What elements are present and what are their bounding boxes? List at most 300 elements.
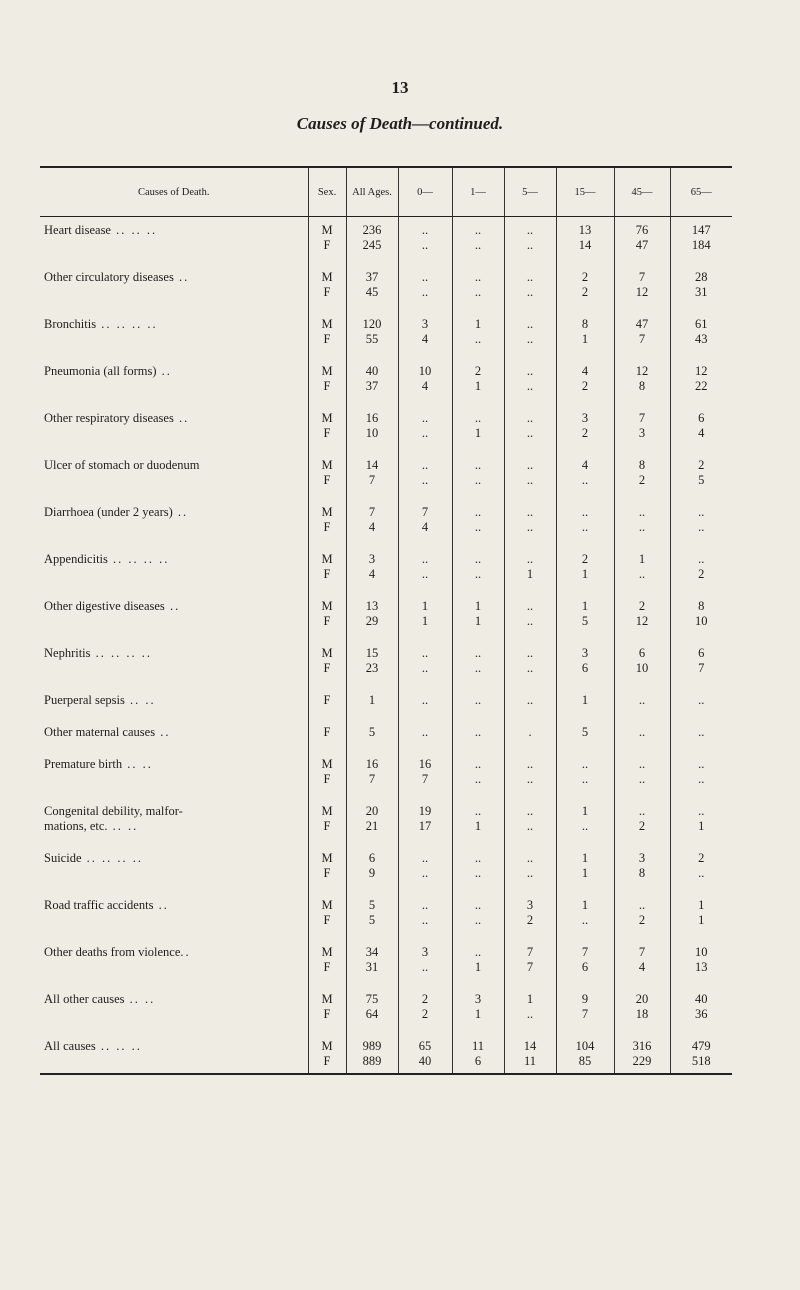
value-cell: 4 (346, 520, 398, 535)
sex-cell: M (308, 804, 346, 819)
spacer-row (40, 441, 732, 458)
spacer-cell (452, 881, 504, 898)
spacer-cell (40, 928, 308, 945)
spacer-cell (452, 347, 504, 364)
spacer-cell (40, 394, 308, 411)
spacer-cell (308, 253, 346, 270)
value-cell: .. (504, 693, 556, 708)
value-cell: .. (398, 285, 452, 300)
spacer-cell (40, 975, 308, 992)
cause-cell (40, 473, 308, 488)
value-cell: 10 (346, 426, 398, 441)
spacer-cell (346, 1069, 398, 1074)
cause-cell (40, 223, 308, 238)
value-cell: 40 (346, 364, 398, 379)
value-cell: .. (504, 614, 556, 629)
spacer-cell (452, 740, 504, 757)
value-cell: 1 (556, 866, 614, 881)
table-row (40, 913, 732, 928)
spacer-cell (308, 787, 346, 804)
spacer-row (40, 708, 732, 725)
value-cell: 6 (670, 411, 732, 426)
sex-cell: F (308, 238, 346, 253)
table-row (40, 772, 732, 787)
spacer-cell (346, 1022, 398, 1039)
header-age-0: 0— (398, 167, 452, 217)
value-cell: 7 (504, 945, 556, 960)
cause-cell (40, 285, 308, 300)
spacer-cell (346, 582, 398, 599)
spacer-row (40, 300, 732, 317)
value-cell: .. (452, 567, 504, 582)
value-cell: .. (398, 411, 452, 426)
table-row (40, 1039, 732, 1054)
value-cell: .. (398, 458, 452, 473)
value-cell: 1 (398, 599, 452, 614)
spacer-cell (40, 881, 308, 898)
table-row (40, 364, 732, 379)
table-row (40, 505, 732, 520)
value-cell: 12 (614, 285, 670, 300)
spacer-cell (398, 834, 452, 851)
spacer-cell (614, 881, 670, 898)
value-cell: .. (556, 520, 614, 535)
value-cell: .. (556, 473, 614, 488)
cause-cell (40, 505, 308, 520)
value-cell: 11 (504, 1054, 556, 1069)
sex-cell: M (308, 599, 346, 614)
value-cell: .. (398, 270, 452, 285)
value-cell: 1 (504, 567, 556, 582)
cause-cell (40, 364, 308, 379)
spacer-cell (308, 441, 346, 458)
value-cell: .. (614, 693, 670, 708)
value-cell: .. (670, 866, 732, 881)
cause-cell (40, 646, 308, 661)
cause-cell (40, 238, 308, 253)
value-cell: .. (452, 473, 504, 488)
spacer-cell (398, 253, 452, 270)
value-cell: 5 (346, 725, 398, 740)
spacer-cell (556, 582, 614, 599)
value-cell: 1 (556, 693, 614, 708)
value-cell: 4 (670, 426, 732, 441)
value-cell: .. (504, 473, 556, 488)
spacer-cell (40, 441, 308, 458)
sex-cell: F (308, 913, 346, 928)
spacer-cell (308, 834, 346, 851)
spacer-cell (670, 488, 732, 505)
spacer-row (40, 488, 732, 505)
spacer-cell (556, 535, 614, 552)
value-cell: 2 (614, 819, 670, 834)
value-cell: .. (452, 238, 504, 253)
value-cell: 13 (556, 223, 614, 238)
value-cell: .. (398, 661, 452, 676)
spacer-cell (670, 300, 732, 317)
spacer-cell (346, 975, 398, 992)
dot-leader: .. (173, 411, 190, 425)
value-cell: 479 (670, 1039, 732, 1054)
sex-cell: M (308, 270, 346, 285)
value-cell: 4 (346, 567, 398, 582)
table-row (40, 285, 732, 300)
cause-cell (40, 379, 308, 394)
sex-cell: M (308, 992, 346, 1007)
value-cell: 12 (670, 364, 732, 379)
spacer-cell (504, 787, 556, 804)
value-cell: 2 (452, 364, 504, 379)
spacer-cell (346, 347, 398, 364)
sex-cell: M (308, 223, 346, 238)
value-cell: 2 (556, 426, 614, 441)
spacer-row (40, 394, 732, 411)
value-cell: 19 (398, 804, 452, 819)
table-row (40, 614, 732, 629)
sex-cell: F (308, 661, 346, 676)
value-cell: 13 (670, 960, 732, 975)
value-cell: 1 (556, 898, 614, 913)
value-cell: .. (670, 693, 732, 708)
cause-cell (40, 1054, 308, 1069)
header-age-1: 1— (452, 167, 504, 217)
table-row (40, 238, 732, 253)
dot-leader: .. .. (124, 693, 156, 707)
spacer-cell (670, 1069, 732, 1074)
value-cell: 40 (398, 1054, 452, 1069)
value-cell: .. (452, 866, 504, 881)
value-cell: 3 (452, 992, 504, 1007)
spacer-cell (670, 347, 732, 364)
value-cell: 989 (346, 1039, 398, 1054)
spacer-row (40, 740, 732, 757)
spacer-cell (452, 300, 504, 317)
value-cell: .. (504, 599, 556, 614)
value-cell: 10 (670, 614, 732, 629)
value-cell: 9 (556, 992, 614, 1007)
value-cell: .. (504, 270, 556, 285)
spacer-row (40, 1069, 732, 1074)
spacer-cell (670, 881, 732, 898)
spacer-cell (398, 441, 452, 458)
table-row (40, 426, 732, 441)
spacer-cell (670, 629, 732, 646)
sex-cell: F (308, 819, 346, 834)
cause-cell (40, 725, 308, 740)
value-cell: 4 (614, 960, 670, 975)
dot-leader: .. .. .. (110, 223, 158, 237)
spacer-cell (614, 629, 670, 646)
table-row (40, 411, 732, 426)
value-cell: .. (398, 851, 452, 866)
spacer-cell (308, 535, 346, 552)
value-cell: 7 (614, 270, 670, 285)
value-cell: 8 (614, 458, 670, 473)
value-cell: .. (504, 772, 556, 787)
value-cell: 64 (346, 1007, 398, 1022)
value-cell: 16 (398, 757, 452, 772)
value-cell: 7 (614, 411, 670, 426)
value-cell: 2 (670, 851, 732, 866)
spacer-cell (504, 708, 556, 725)
value-cell: 1 (452, 960, 504, 975)
spacer-row (40, 582, 732, 599)
value-cell: .. (504, 552, 556, 567)
spacer-cell (614, 300, 670, 317)
page-title: Causes of Death—continued. (296, 114, 504, 133)
spacer-cell (452, 928, 504, 945)
value-cell: .. (452, 552, 504, 567)
spacer-cell (504, 488, 556, 505)
sex-cell: F (308, 332, 346, 347)
spacer-cell (308, 347, 346, 364)
spacer-cell (308, 975, 346, 992)
value-cell: 10 (614, 661, 670, 676)
spacer-cell (614, 488, 670, 505)
dot-leader: .. .. (124, 992, 156, 1006)
value-cell: 236 (346, 223, 398, 238)
value-cell: .. (398, 898, 452, 913)
cause-label: Appendicitis (44, 552, 108, 566)
cause-label: Heart disease (44, 223, 111, 237)
cause-label: All causes (44, 1039, 96, 1053)
sex-cell: F (308, 614, 346, 629)
spacer-cell (504, 1022, 556, 1039)
value-cell: 5 (346, 898, 398, 913)
value-cell: .. (556, 913, 614, 928)
spacer-row (40, 928, 732, 945)
dot-leader: .. .. (122, 757, 153, 771)
value-cell: 14 (556, 238, 614, 253)
value-cell: .. (398, 238, 452, 253)
page-number: 13 (391, 78, 409, 97)
sex-cell: M (308, 945, 346, 960)
value-cell: .. (504, 223, 556, 238)
value-cell: .. (452, 693, 504, 708)
table-row (40, 458, 732, 473)
spacer-cell (308, 582, 346, 599)
cause-cell (40, 819, 308, 834)
cause-label: All other causes (44, 992, 125, 1006)
value-cell: .. (452, 851, 504, 866)
dot-leader: .. (172, 505, 189, 519)
cause-label: Diarrhoea (under 2 years) (44, 505, 173, 519)
spacer-cell (452, 1022, 504, 1039)
value-cell: .. (614, 772, 670, 787)
header-age-15: 15— (556, 167, 614, 217)
value-cell: .. (398, 725, 452, 740)
spacer-cell (670, 787, 732, 804)
sex-cell: F (308, 473, 346, 488)
sex-cell: F (308, 567, 346, 582)
cause-cell (40, 1007, 308, 1022)
value-cell: 12 (614, 364, 670, 379)
spacer-cell (40, 535, 308, 552)
sex-cell: M (308, 898, 346, 913)
value-cell: .. (398, 473, 452, 488)
spacer-cell (614, 1022, 670, 1039)
spacer-cell (556, 441, 614, 458)
header-cause: Causes of Death. (40, 167, 308, 217)
spacer-cell (614, 928, 670, 945)
value-cell: 6 (556, 960, 614, 975)
value-cell: .. (398, 960, 452, 975)
cause-cell (40, 317, 308, 332)
spacer-cell (40, 347, 308, 364)
spacer-cell (670, 441, 732, 458)
value-cell: 20 (346, 804, 398, 819)
dot-leader: .. .. (107, 819, 139, 833)
header-age-45: 45— (614, 167, 670, 217)
table-row (40, 1007, 732, 1022)
sex-cell: F (308, 960, 346, 975)
value-cell: 3 (398, 945, 452, 960)
value-cell: 5 (346, 913, 398, 928)
value-cell: .. (398, 913, 452, 928)
value-cell: .. (670, 757, 732, 772)
table-row (40, 992, 732, 1007)
spacer-cell (670, 740, 732, 757)
spacer-cell (504, 975, 556, 992)
spacer-cell (452, 441, 504, 458)
spacer-cell (346, 881, 398, 898)
spacer-cell (346, 253, 398, 270)
cause-label: mations, etc. (44, 819, 108, 833)
value-cell: 3 (556, 646, 614, 661)
value-cell: 316 (614, 1039, 670, 1054)
cause-cell (40, 332, 308, 347)
value-cell: 2 (614, 913, 670, 928)
value-cell: 75 (346, 992, 398, 1007)
value-cell: .. (504, 520, 556, 535)
dot-leader: .. .. .. .. (96, 317, 158, 331)
table-row (40, 866, 732, 881)
table-row (40, 332, 732, 347)
value-cell: 5 (556, 614, 614, 629)
value-cell: 16 (346, 411, 398, 426)
value-cell: 1 (398, 614, 452, 629)
value-cell: .. (398, 693, 452, 708)
cause-label: Road traffic accidents (44, 898, 154, 912)
spacer-cell (40, 582, 308, 599)
spacer-cell (556, 708, 614, 725)
value-cell: .. (614, 567, 670, 582)
value-cell: 1 (670, 898, 732, 913)
value-cell: .. (452, 804, 504, 819)
table-row (40, 317, 732, 332)
spacer-cell (614, 834, 670, 851)
value-cell: 31 (670, 285, 732, 300)
sex-cell: F (308, 426, 346, 441)
value-cell: 18 (614, 1007, 670, 1022)
value-cell: .. (452, 223, 504, 238)
spacer-cell (398, 1069, 452, 1074)
value-cell: 1 (556, 851, 614, 866)
spacer-cell (670, 1022, 732, 1039)
dot-leader: .. .. .. (95, 1039, 142, 1053)
spacer-cell (452, 535, 504, 552)
spacer-cell (398, 1022, 452, 1039)
value-cell: 1 (504, 992, 556, 1007)
cause-cell (40, 567, 308, 582)
value-cell: 2 (556, 552, 614, 567)
spacer-cell (452, 834, 504, 851)
cause-label: Puerperal sepsis (44, 693, 125, 707)
spacer-cell (398, 347, 452, 364)
spacer-cell (452, 975, 504, 992)
value-cell: 1 (346, 693, 398, 708)
value-cell: .. (504, 458, 556, 473)
value-cell: .. (614, 898, 670, 913)
spacer-cell (452, 676, 504, 693)
value-cell: .. (452, 945, 504, 960)
cause-label: Pneumonia (all forms) (44, 364, 157, 378)
sex-cell: M (308, 552, 346, 567)
spacer-cell (556, 881, 614, 898)
spacer-cell (308, 300, 346, 317)
value-cell: .. (670, 520, 732, 535)
value-cell: 1 (670, 913, 732, 928)
spacer-cell (556, 629, 614, 646)
spacer-cell (670, 394, 732, 411)
value-cell: 1 (452, 426, 504, 441)
value-cell: 8 (556, 317, 614, 332)
spacer-cell (398, 629, 452, 646)
value-cell: 2 (614, 473, 670, 488)
value-cell: 2 (614, 599, 670, 614)
spacer-cell (452, 708, 504, 725)
value-cell: 245 (346, 238, 398, 253)
value-cell: 47 (614, 317, 670, 332)
value-cell: .. (504, 379, 556, 394)
spacer-cell (346, 300, 398, 317)
spacer-row (40, 975, 732, 992)
spacer-cell (504, 834, 556, 851)
value-cell: 11 (452, 1039, 504, 1054)
spacer-cell (40, 300, 308, 317)
table-row (40, 379, 732, 394)
spacer-cell (40, 708, 308, 725)
spacer-cell (40, 488, 308, 505)
value-cell: .. (504, 238, 556, 253)
value-cell: 15 (346, 646, 398, 661)
cause-cell (40, 866, 308, 881)
value-cell: 1 (670, 819, 732, 834)
value-cell: .. (556, 757, 614, 772)
value-cell: 43 (670, 332, 732, 347)
value-cell: 6 (556, 661, 614, 676)
value-cell: 10 (670, 945, 732, 960)
cause-cell (40, 552, 308, 567)
table-row (40, 646, 732, 661)
value-cell: 7 (346, 473, 398, 488)
cause-cell (40, 804, 308, 819)
spacer-cell (504, 629, 556, 646)
cause-label: Premature birth (44, 757, 123, 771)
header-age-65: 65— (670, 167, 732, 217)
spacer-cell (40, 834, 308, 851)
value-cell: 4 (398, 379, 452, 394)
value-cell: 120 (346, 317, 398, 332)
spacer-cell (556, 253, 614, 270)
value-cell: 5 (556, 725, 614, 740)
value-cell: 1 (556, 567, 614, 582)
spacer-cell (556, 488, 614, 505)
value-cell: 23 (346, 661, 398, 676)
spacer-cell (398, 787, 452, 804)
value-cell: .. (504, 661, 556, 676)
sex-cell: F (308, 285, 346, 300)
